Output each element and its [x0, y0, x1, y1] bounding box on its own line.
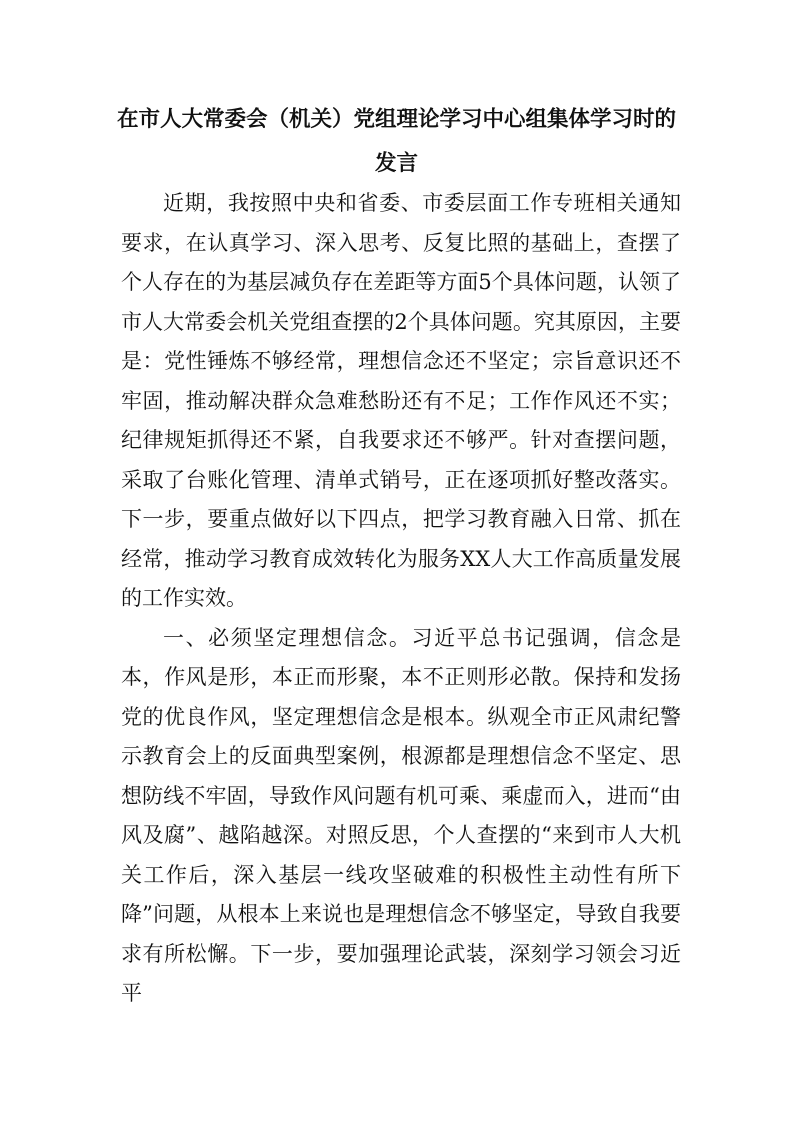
paragraph-intro: 近期，我按照中央和省委、市委层面工作专班相关通知要求，在认真学习、深入思考、反复比照的基础上，查摆了个人存在的为基层减负存在差距等方面5个具体问题，认领了市人大常委会机关党组查摆的2个具体问题。究其原因，主要是：党性锤炼不够经常，理想信念还不坚定；宗旨意识还不牢固，推动解决群众急难愁盼还有不足；工作作风还不实；纪律规矩抓得还不紧，自我要求还不够严。针对查摆问题，采取了台账化管理、清单式销号，正在逐项抓好整改落实。下一步，要重点做好以下四点，把学习教育融入日常、抓在经常，推动学习教育成效转化为服务XX人大工作高质量发展的工作实效。: [121, 191, 681, 610]
document-title-line-1: 在市人大常委会（机关）党组理论学习中心组集体学习时的: [116, 107, 676, 132]
document-title-line-2: 发言: [374, 151, 418, 176]
document-body: [121, 184, 681, 1014]
paragraph-section-1: 一、必须坚定理想信念。习近平总书记强调，信念是本，作风是形，本正而形聚，本不正则形必散。保持和发扬党的优良作风，坚定理想信念是根本。纵观全市正风肃纪警示教育会上的反面典型案例，根源都是理想信念不坚定、思想防线不牢固，导致作风问题有机可乘、乘虚而入，进而“由风及腐”、越陷越深。对照反思，个人查摆的“来到市人大机关工作后，深入基层一线攻坚破难的积极性主动性有所下降”问题，从根本上来说也是理想信念不够坚定，导致自我要求有所松懈。下一步，要加强理论武装，深刻学习领会习近平: [121, 625, 681, 1005]
